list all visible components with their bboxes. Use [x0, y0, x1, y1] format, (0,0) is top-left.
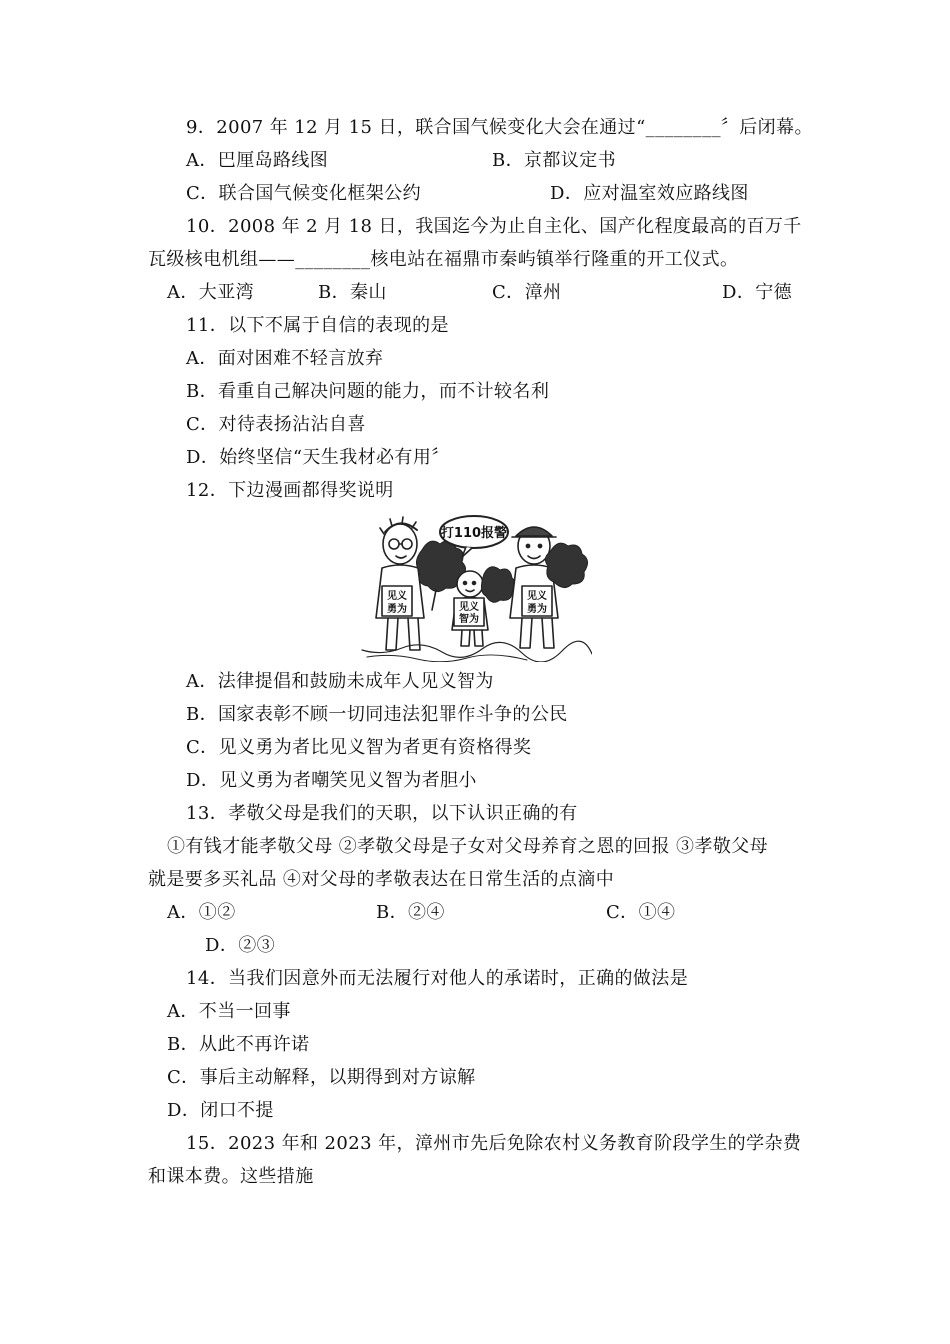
question-13-stem: 13．孝敬父母是我们的天职，以下认识正确的有 — [186, 803, 578, 824]
sign-right-line-1: 见义 — [527, 591, 547, 602]
question-13-items-line-2: 就是要多买礼品 ④对父母的孝敬表达在日常生活的点滴中 — [148, 869, 615, 890]
question-10-stem-line-1: 10．2008 年 2 月 18 日，我国迄今为止自主化、国产化程度最高的百万千 — [186, 216, 802, 237]
question-15-stem-line-1: 15．2023 年和 2023 年，漳州市先后免除农村义务教育阶段学生的学杂费 — [186, 1133, 802, 1154]
question-10-option-d: D．宁德 — [722, 282, 793, 303]
question-10-option-c: C．漳州 — [492, 282, 562, 303]
question-11-option-b: B．看重自己解决问题的能力，而不计较名利 — [186, 381, 550, 402]
question-13-option-d: D．②③ — [205, 935, 276, 956]
question-13-option-c: C．①④ — [606, 902, 676, 923]
question-9-stem: 9．2007 年 12 月 15 日，联合国气候变化大会在通过“________〞后闭幕。 — [186, 117, 813, 138]
question-14-option-a: A．不当一回事 — [167, 1001, 291, 1022]
question-9-option-d: D．应对温室效应路线图 — [550, 183, 749, 204]
question-10-stem-line-2: 瓦级核电机组——________核电站在福鼎市秦屿镇举行隆重的开工仪式。 — [148, 249, 739, 270]
sign-right-line-2: 勇为 — [527, 604, 547, 615]
question-10-option-b: B．秦山 — [318, 282, 387, 303]
question-11-option-c: C．对待表扬沾沾自喜 — [186, 414, 366, 435]
question-13-option-b: B．②④ — [376, 902, 445, 923]
question-12-option-d: D．见义勇为者嘲笑见义智为者胆小 — [186, 770, 477, 791]
question-14-option-d: D．闭口不提 — [167, 1100, 274, 1121]
question-12-option-a: A．法律提倡和鼓励未成年人见义智为 — [186, 671, 494, 692]
question-9-option-a: A．巴厘岛路线图 — [186, 150, 329, 171]
question-11-stem: 11．以下不属于自信的表现的是 — [186, 315, 449, 336]
sign-middle-line-2: 智为 — [459, 614, 479, 625]
question-13-option-a: A．①② — [167, 902, 236, 923]
sign-middle-line-1: 见义 — [459, 602, 479, 613]
sign-left-line-2: 勇为 — [387, 604, 407, 615]
question-12-stem: 12．下边漫画都得奖说明 — [186, 480, 394, 501]
sign-left-line-1: 见义 — [387, 591, 407, 602]
question-12-option-b: B．国家表彰不顾一切同违法犯罪作斗争的公民 — [186, 704, 568, 725]
cartoon-illustration — [352, 510, 592, 662]
question-10-option-a: A．大亚湾 — [167, 282, 254, 303]
question-11-option-d: D．始终坚信“天生我材必有用〞 — [186, 447, 450, 468]
question-13-items-line-1: ①有钱才能孝敬父母 ②孝敬父母是子女对父母养育之恩的回报 ③孝敬父母 — [167, 836, 769, 857]
question-15-stem-line-2: 和课本费。这些措施 — [148, 1166, 314, 1187]
speech-bubble-text: 打110报警 — [440, 526, 508, 541]
question-11-option-a: A．面对困难不轻言放弃 — [186, 348, 384, 369]
question-12-option-c: C．见义勇为者比见义智为者更有资格得奖 — [186, 737, 532, 758]
question-14-stem: 14．当我们因意外而无法履行对他人的承诺时，正确的做法是 — [186, 968, 689, 989]
question-14-option-c: C．事后主动解释，以期得到对方谅解 — [167, 1067, 476, 1088]
question-9-option-b: B．京都议定书 — [492, 150, 617, 171]
question-9-option-c: C．联合国气候变化框架公约 — [186, 183, 421, 204]
question-14-option-b: B．从此不再许诺 — [167, 1034, 310, 1055]
